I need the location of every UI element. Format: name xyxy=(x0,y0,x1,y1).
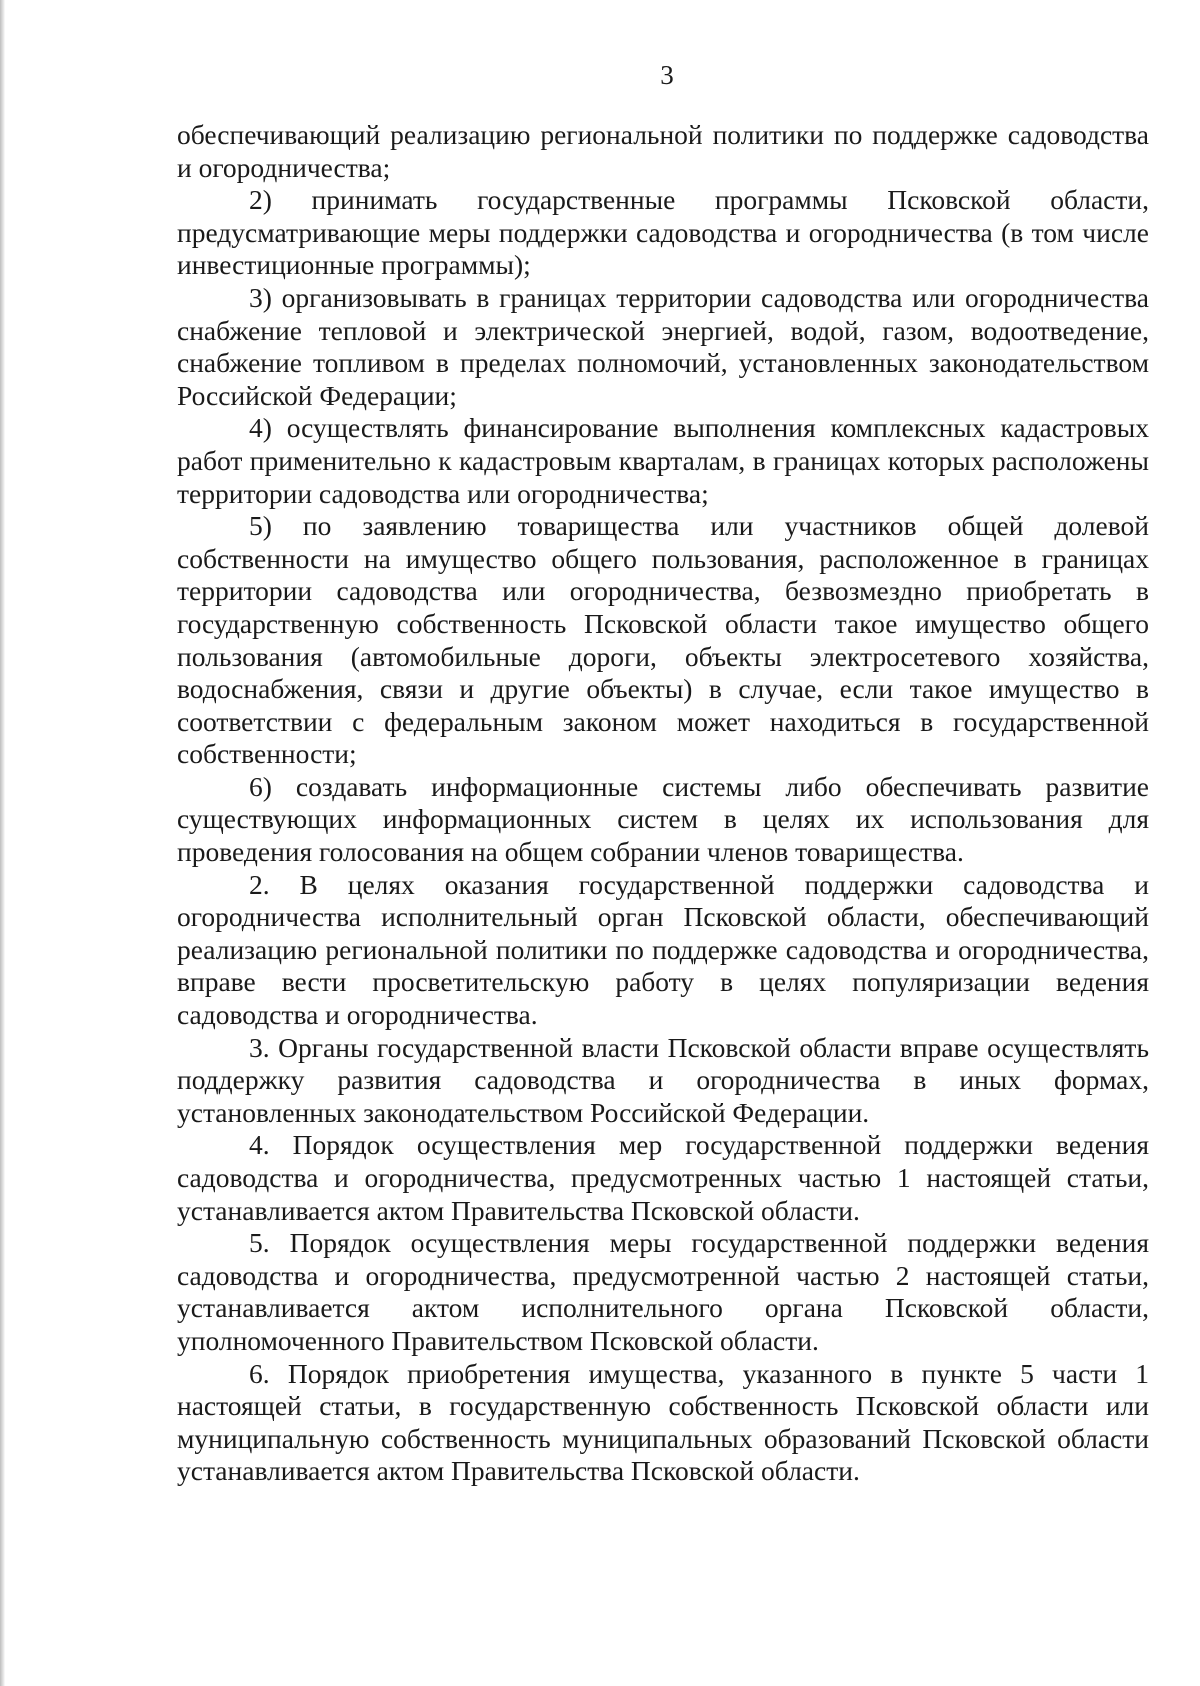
paragraph-item-4: 4) осуществлять финансирование выполнения комплексных кадастровых работ применительно к кадастровым кварталам, в границах которых расположены территории садоводства или огородничества; xyxy=(177,412,1149,509)
paragraph-part-6: 6. Порядок приобретения имущества, указанного в пункте 5 части 1 настоящей статьи, в государственную собственность Псковской области или муниципальную собственность муниципальных образований Псковской области устанавливается актом Правительства Псковской области. xyxy=(177,1357,1149,1487)
body-text xyxy=(177,119,1149,1488)
paragraph-item-3: 3) организовывать в границах территории садоводства или огородничества снабжение тепловой и электрической энергией, водой, газом, водоотведение, снабжение топливом в пределах полномочий, установленных законодательством Российской Федерации; xyxy=(177,281,1149,411)
paragraph-item-6: 6) создавать информационные системы либо обеспечивать развитие существующих информационных систем в целях их использования для проведения голосования на общем собрании членов товарищества. xyxy=(177,770,1149,868)
scan-edge-shadow xyxy=(0,0,5,1686)
paragraph-part-3: 3. Органы государственной власти Псковской области вправе осуществлять поддержку развития садоводства и огородничества в иных формах, установленных законодательством Российской Федерации. xyxy=(177,1031,1149,1128)
paragraph-item-2: 2) принимать государственные программы Псковской области, предусматривающие меры поддержки садоводства и огородничества (в том числе инвестиционные программы); xyxy=(177,184,1149,281)
paragraph-part-5: 5. Порядок осуществления меры государственной поддержки ведения садоводства и огородничества, предусмотренной частью 2 настоящей статьи, устанавливается актом исполнительного органа Псковской области, уполномоченного Правительством Псковской области. xyxy=(177,1227,1149,1356)
paragraph-continuation: обеспечивающий реализацию региональной политики по поддержке садоводства и огородничества; xyxy=(177,119,1149,183)
paragraph-part-4: 4. Порядок осуществления мер государственной поддержки ведения садоводства и огородничества, предусмотренных частью 1 настоящей статьи, устанавливается актом Правительства Псковской области. xyxy=(177,1129,1149,1226)
paragraph-part-2: 2. В целях оказания государственной поддержки садоводства и огородничества исполнительный орган Псковской области, обеспечивающий реализацию региональной политики по поддержке садоводства и огородничества, вправе вести просветительскую работу в целях популяризации ведения садоводства и огородничества. xyxy=(177,868,1149,1031)
page-number: 3 xyxy=(660,60,674,90)
paragraph-item-5: 5) по заявлению товарищества или участников общей долевой собственности на имущество общего пользования, расположенное в границах территории садоводства или огородничества, безвозмездно приобретать в государственную собственность Псковской области такое имущество общего пользования (автомобильные дороги, объекты электросетевого хозяйства, водоснабжения, связи и другие объекты) в случае, если такое имущество в соответствии с федеральным законом может находиться в государственной собственности; xyxy=(177,510,1149,770)
